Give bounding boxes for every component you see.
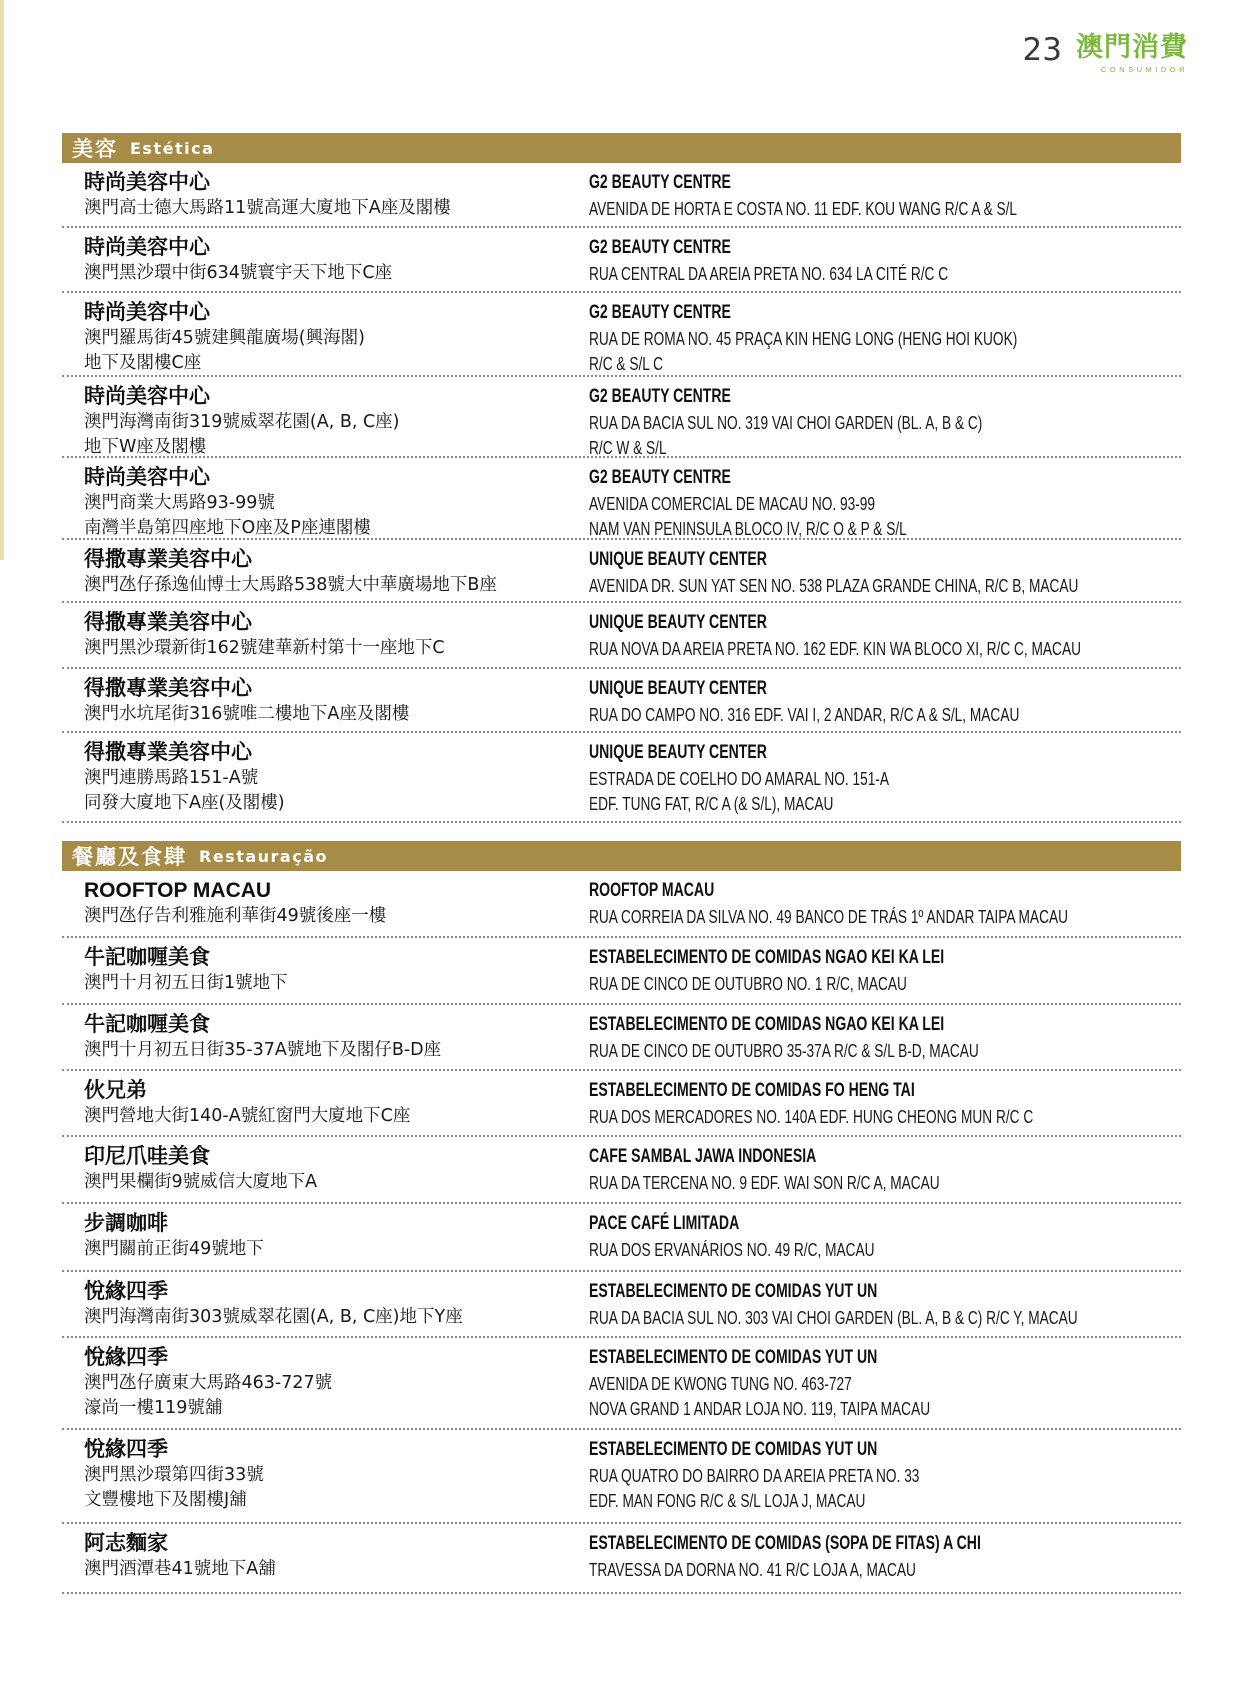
entry-chinese (84, 1530, 564, 1582)
entry-address-cn: 澳門酒潭巷41號地下A舖 (84, 1559, 276, 1579)
entry-address-pt: NAM VAN PENINSULA BLOCO IV, R/C O & P & S/L (589, 518, 907, 539)
entry-chinese (84, 1011, 564, 1063)
entry-address-cn: 澳門黑沙環新街162號建華新村第十一座地下C (84, 638, 445, 658)
entry-address-pt: RUA DE CINCO DE OUTUBRO NO. 1 R/C, MACAU (589, 973, 907, 994)
entry-address-pt: AVENIDA DE KWONG TUNG NO. 463-727 (589, 1373, 852, 1394)
entry-name-pt: UNIQUE BEAUTY CENTER (589, 678, 767, 699)
entry-row (62, 1071, 1181, 1137)
entry-row (62, 603, 1181, 669)
entry-row (62, 1204, 1181, 1272)
entry-chinese (84, 546, 564, 598)
entry-portuguese (589, 1436, 1179, 1513)
entry-name-cn: 牛記咖喱美食 (84, 1012, 210, 1036)
entry-name-pt: ESTABELECIMENTO DE COMIDAS YUT UN (589, 1347, 878, 1368)
entry-address-pt: RUA NOVA DA AREIA PRETA NO. 162 EDF. KIN WA BLOCO XI, R/C C, MACAU (589, 638, 1081, 659)
entry-address-pt: R/C & S/L C (589, 353, 664, 374)
section-restauracao (62, 841, 1181, 1594)
entry-name-pt: ESTABELECIMENTO DE COMIDAS NGAO KEI KA LEI (589, 947, 945, 968)
entry-row (62, 871, 1181, 938)
entry-name-pt: UNIQUE BEAUTY CENTER (589, 612, 767, 633)
entry-address-cn: 澳門羅馬街45號建興龍廣場(興海閣) (84, 328, 365, 348)
entry-name-cn: 伙兄弟 (84, 1078, 147, 1102)
entry-chinese (84, 675, 564, 727)
entry-chinese (84, 1436, 564, 1513)
entry-address-cn: 澳門十月初五日街1號地下 (84, 973, 288, 993)
entry-portuguese (589, 609, 1179, 661)
entry-name-pt: G2 BEAUTY CENTRE (589, 467, 731, 488)
entry-list (62, 163, 1181, 823)
entry-portuguese (589, 1530, 1179, 1582)
entry-portuguese (589, 1344, 1179, 1421)
entry-address-pt: RUA DO CAMPO NO. 316 EDF. VAI I, 2 ANDAR, R/C A & S/L, MACAU (589, 704, 1020, 725)
entry-chinese (84, 609, 564, 661)
page-header (1023, 32, 1188, 74)
page-edge-strip (0, 0, 4, 560)
entry-address-cn: 澳門高士德大馬路11號高運大廈地下A座及閣樓 (84, 198, 451, 218)
entry-name-pt: PACE CAFÉ LIMITADA (589, 1213, 740, 1234)
section-header-bar (62, 133, 1181, 163)
entry-name-cn: 時尚美容中心 (84, 384, 210, 408)
entry-name-cn: 印尼爪哇美食 (84, 1144, 210, 1168)
entry-portuguese (589, 546, 1179, 598)
entry-row (62, 293, 1181, 377)
entry-address-pt: RUA DA TERCENA NO. 9 EDF. WAI SON R/C A, MACAU (589, 1172, 940, 1193)
entry-name-pt: ESTABELECIMENTO DE COMIDAS YUT UN (589, 1439, 878, 1460)
entry-row (62, 1338, 1181, 1430)
entry-portuguese (589, 169, 1179, 221)
entry-address-cn: 澳門氹仔孫逸仙博士大馬路538號大中華廣場地下B座 (84, 575, 497, 595)
entry-name-pt: G2 BEAUTY CENTRE (589, 237, 731, 258)
entry-name-cn: 得撒專業美容中心 (84, 676, 252, 700)
entry-name-pt: G2 BEAUTY CENTRE (589, 386, 731, 407)
entry-name-pt: UNIQUE BEAUTY CENTER (589, 549, 767, 570)
entry-address-cn: 澳門連勝馬路151-A號 (84, 768, 259, 788)
section-title-pt: Estética (130, 138, 215, 158)
entry-row (62, 938, 1181, 1005)
entry-address-cn: 澳門商業大馬路93-99號 (84, 493, 275, 513)
entry-chinese (84, 234, 564, 286)
entry-address-pt: EDF. MAN FONG R/C & S/L LOJA J, MACAU (589, 1490, 866, 1511)
entry-address-cn: 澳門果欄街9號威信大廈地下A (84, 1172, 318, 1192)
entry-row (62, 1430, 1181, 1524)
entry-chinese (84, 1143, 564, 1195)
entry-address-pt: RUA CORREIA DA SILVA NO. 49 BANCO DE TRÁS 1º ANDAR TAIPA MACAU (589, 906, 1068, 927)
logo-title: 澳門消費 (1076, 32, 1188, 63)
entry-row (62, 377, 1181, 458)
entry-address-pt: RUA DA BACIA SUL NO. 319 VAI CHOI GARDEN (BL. A, B & C) (589, 412, 983, 433)
entry-address-cn: 同發大廈地下A座(及閣樓) (84, 793, 285, 813)
section-title-cn: 餐廳及食肆 (72, 845, 187, 869)
entry-chinese (84, 299, 564, 376)
entry-name-cn: ROOFTOP MACAU (84, 879, 272, 902)
entry-chinese (84, 877, 564, 929)
entry-address-pt: NOVA GRAND 1 ANDAR LOJA NO. 119, TAIPA MACAU (589, 1398, 931, 1419)
entry-name-pt: G2 BEAUTY CENTRE (589, 172, 731, 193)
section-title-pt: Restauração (199, 846, 328, 866)
entry-name-cn: 牛記咖喱美食 (84, 945, 210, 969)
entry-name-pt: ESTABELECIMENTO DE COMIDAS YUT UN (589, 1281, 878, 1302)
entry-address-pt: ESTRADA DE COELHO DO AMARAL NO. 151-A (589, 768, 890, 789)
entry-name-cn: 悅緣四季 (84, 1345, 168, 1369)
entry-chinese (84, 739, 564, 816)
entry-address-cn: 地下及閣樓C座 (84, 353, 202, 373)
entry-name-pt: G2 BEAUTY CENTRE (589, 302, 731, 323)
entry-chinese (84, 1344, 564, 1421)
entry-address-cn: 濠尚一樓119號舖 (84, 1398, 223, 1418)
entry-address-pt: RUA DA BACIA SUL NO. 303 VAI CHOI GARDEN (BL. A, B & C) R/C Y, MACAU (589, 1307, 1078, 1328)
entry-chinese (84, 944, 564, 996)
entry-address-pt: TRAVESSA DA DORNA NO. 41 R/C LOJA A, MACAU (589, 1559, 916, 1580)
entry-name-cn: 得撒專業美容中心 (84, 740, 252, 764)
entry-address-pt: RUA CENTRAL DA AREIA PRETA NO. 634 LA CITÉ R/C C (589, 263, 949, 284)
entry-name-pt: ROOFTOP MACAU (589, 880, 715, 901)
entry-row (62, 733, 1181, 823)
entry-name-cn: 時尚美容中心 (84, 235, 210, 259)
entry-address-pt: EDF. TUNG FAT, R/C A (& S/L), MACAU (589, 793, 834, 814)
entry-address-cn: 澳門海灣南街303號威翠花園(A, B, C座)地下Y座 (84, 1307, 463, 1327)
entry-name-cn: 得撒專業美容中心 (84, 547, 252, 571)
entry-portuguese (589, 234, 1179, 286)
entry-portuguese (589, 1143, 1179, 1195)
entry-chinese (84, 1210, 564, 1262)
entry-row (62, 163, 1181, 228)
entry-chinese (84, 1278, 564, 1330)
logo-subtitle: CONSUMIDOR (1100, 65, 1188, 74)
entry-portuguese (589, 675, 1179, 727)
entry-address-cn: 澳門營地大街140-A號紅窗門大廈地下C座 (84, 1106, 411, 1126)
entry-portuguese (589, 1011, 1179, 1063)
entry-row (62, 1524, 1181, 1594)
entry-row (62, 228, 1181, 293)
entry-address-pt: RUA DE CINCO DE OUTUBRO 35-37A R/C & S/L B-D, MACAU (589, 1040, 979, 1061)
entry-address-cn: 澳門黑沙環中街634號寰宇天下地下C座 (84, 263, 393, 283)
section-title-cn: 美容 (72, 137, 118, 161)
entry-address-pt: AVENIDA DE HORTA E COSTA NO. 11 EDF. KOU WANG R/C A & S/L (589, 198, 1018, 219)
entry-row (62, 540, 1181, 603)
entry-portuguese (589, 877, 1179, 929)
page-number: 23 (1022, 32, 1062, 68)
entry-address-cn: 文豐樓地下及閣樓J舖 (84, 1490, 247, 1510)
entry-portuguese (589, 1210, 1179, 1262)
entry-address-pt: R/C W & S/L (589, 437, 667, 458)
entry-name-pt: UNIQUE BEAUTY CENTER (589, 742, 767, 763)
entry-address-pt: AVENIDA DR. SUN YAT SEN NO. 538 PLAZA GRANDE CHINA, R/C B, MACAU (589, 575, 1079, 596)
entry-name-cn: 時尚美容中心 (84, 465, 210, 489)
entry-address-pt: RUA DOS MERCADORES NO. 140A EDF. HUNG CHEONG MUN R/C C (589, 1106, 1034, 1127)
entry-portuguese (589, 299, 1179, 376)
entry-row (62, 1005, 1181, 1071)
entry-row (62, 669, 1181, 733)
section-estetica (62, 133, 1181, 823)
entry-address-cn: 地下W座及閣樓 (84, 437, 207, 457)
entry-portuguese (589, 383, 1179, 460)
entry-address-cn: 南灣半島第四座地下O座及P座連閣樓 (84, 518, 371, 538)
entry-list (62, 871, 1181, 1594)
entry-name-cn: 步調咖啡 (84, 1211, 168, 1235)
entry-portuguese (589, 1278, 1179, 1330)
entry-address-cn: 澳門氹仔廣東大馬路463-727號 (84, 1373, 333, 1393)
entry-address-cn: 澳門十月初五日街35-37A號地下及閣仔B-D座 (84, 1040, 442, 1060)
entry-name-cn: 得撒專業美容中心 (84, 610, 252, 634)
entry-row (62, 1137, 1181, 1204)
entry-address-cn: 澳門水坑尾街316號唯二樓地下A座及閣樓 (84, 704, 410, 724)
entry-chinese (84, 383, 564, 460)
magazine-logo (1076, 32, 1188, 74)
entry-address-pt: RUA DE ROMA NO. 45 PRAÇA KIN HENG LONG (HENG HOI KUOK) (589, 328, 1018, 349)
entry-row (62, 458, 1181, 540)
entry-name-cn: 悅緣四季 (84, 1279, 168, 1303)
entry-chinese (84, 1077, 564, 1129)
entry-name-cn: 時尚美容中心 (84, 170, 210, 194)
entry-portuguese (589, 1077, 1179, 1129)
entry-address-pt: AVENIDA COMERCIAL DE MACAU NO. 93-99 (589, 493, 876, 514)
entry-address-pt: RUA DOS ERVANÁRIOS NO. 49 R/C, MACAU (589, 1239, 875, 1260)
entry-address-cn: 澳門氹仔告利雅施利華街49號後座一樓 (84, 906, 387, 926)
entry-name-pt: CAFE SAMBAL JAWA INDONESIA (589, 1146, 817, 1167)
entry-name-cn: 悅緣四季 (84, 1437, 168, 1461)
entry-address-pt: RUA QUATRO DO BAIRRO DA AREIA PRETA NO. 33 (589, 1465, 920, 1486)
entry-row (62, 1272, 1181, 1338)
entry-name-cn: 阿志麵家 (84, 1531, 168, 1555)
entry-name-pt: ESTABELECIMENTO DE COMIDAS FO HENG TAI (589, 1080, 915, 1101)
entry-chinese (84, 169, 564, 221)
entry-address-cn: 澳門關前正街49號地下 (84, 1239, 264, 1259)
entry-portuguese (589, 464, 1179, 541)
entry-address-cn: 澳門黑沙環第四街33號 (84, 1465, 264, 1485)
entry-name-pt: ESTABELECIMENTO DE COMIDAS (SOPA DE FITAS) A CHI (589, 1533, 981, 1554)
entry-chinese (84, 464, 564, 541)
entry-name-pt: ESTABELECIMENTO DE COMIDAS NGAO KEI KA LEI (589, 1014, 945, 1035)
section-header-bar (62, 841, 1181, 871)
entry-name-cn: 時尚美容中心 (84, 300, 210, 324)
entry-portuguese (589, 944, 1179, 996)
entry-address-cn: 澳門海灣南街319號威翠花園(A, B, C座) (84, 412, 400, 432)
entry-portuguese (589, 739, 1179, 816)
